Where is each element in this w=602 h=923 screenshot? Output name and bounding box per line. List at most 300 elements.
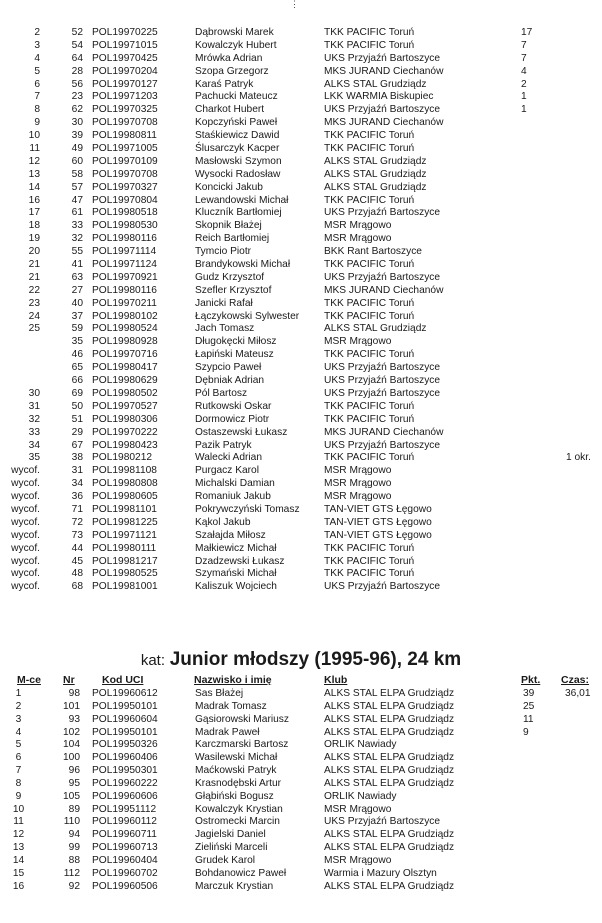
cell-name: Maćkowski Patryk [195,765,277,777]
table-row [0,233,602,246]
cell-points: 1 [521,104,527,116]
cell-club: ALKS STAL ELPA Grudziądz [324,880,455,892]
cell-uci-code: POL19970109 [92,155,158,167]
cell-club: ALKS STAL ELPA Grudziądz [324,777,455,789]
cell-name: Szypcio Paweł [195,362,262,374]
cell-name: Szopa Grzegorz [195,65,269,77]
cell-position: wycof. [11,491,40,503]
cell-name: Dąbrowski Marek [195,27,274,38]
cell-name: Kowalczyk Hubert [195,39,277,51]
cell-name: Kopczyński Paweł [195,117,278,129]
cell-position: 22 [28,284,40,296]
cell-position: 35 [28,452,40,464]
table-row [0,829,602,842]
cell-uci-code: POL19970804 [92,194,158,206]
cell-uci-code: POL19981225 [92,516,158,528]
cell-name: Małkiewicz Michał [195,542,277,554]
table-row [0,765,602,778]
cell-uci-code: POL19980518 [92,207,158,219]
cell-number: 112 [63,867,80,879]
cell-uci-code: POL19980417 [92,362,158,374]
cell-number: 41 [71,259,83,271]
cell-name: Łapiński Mateusz [195,349,274,361]
table-row [0,478,602,491]
cell-uci-code: POL19980116 [92,284,157,296]
cell-position: 9 [15,790,22,802]
cell-points: 4 [521,65,527,77]
cell-club: UKS Przyjaźń Bartoszyce [324,387,441,399]
cell-number: 62 [71,104,83,116]
cell-position: wycof. [11,503,40,515]
cell-uci-code: POL19980605 [92,491,158,503]
table-row [0,855,602,868]
cell-name: Ostaszewski Łukasz [195,426,288,438]
category-name: Junior młodszy (1995-96), 24 km [169,649,462,670]
cell-uci-code: POL19970327 [92,181,158,193]
cell-club: UKS Przyjaźń Bartoszyce [324,816,441,828]
cell-position: 5 [15,739,22,751]
cell-number: 45 [71,555,83,567]
cell-name: Jach Tomasz [195,323,255,335]
cell-uci-code: POL19981001 [92,581,158,593]
cell-uci-code: POL19960713 [92,842,158,854]
cell-position: 14 [28,181,40,193]
cell-club: TKK PACIFIC Toruń [324,413,415,425]
cell-uci-code: POL19971114 [92,246,157,258]
table-row [0,362,602,375]
table-row [0,791,602,804]
cell-position: 10 [28,130,40,142]
table-row [0,530,602,543]
cell-uci-code: POL19971015 [92,39,158,51]
cell-number: 50 [71,400,83,412]
cell-name: Dzadzewski Łukasz [195,555,285,567]
cell-name: Dębniak Adrian [195,375,265,387]
cell-points: 39 [523,688,535,699]
cell-name: Madrak Tomasz [195,700,267,712]
header-uci-code: Kod UCI [102,674,144,686]
cell-club: ALKS STAL ELPA Grudziądz [324,752,455,764]
cell-position: 32 [28,413,40,425]
cell-number: 94 [68,829,80,841]
cell-number: 33 [71,220,83,232]
cell-club: ALKS STAL Grudziądz [324,78,427,90]
cell-position: 16 [12,880,25,892]
cell-club: UKS Przyjaźń Bartoszyce [324,581,441,593]
table-row [0,881,602,894]
table-row [0,272,602,285]
cell-name: Sas Błażej [195,688,244,699]
cell-club: MSR Mrągowo [324,233,392,245]
cell-position: 21 [28,271,40,283]
cell-uci-code: POL19960404 [92,854,158,866]
cell-name: Rutkowski Oskar [195,400,272,412]
cell-club: ALKS STAL Grudziądz [324,168,427,180]
cell-number: 72 [71,516,83,528]
cell-number: 73 [71,529,83,541]
cell-club: UKS Przyjaźń Bartoszyce [324,104,441,116]
cell-uci-code: POL19950101 [92,726,158,738]
cell-number: 46 [71,349,83,361]
cell-uci-code: POL19950101 [92,700,158,712]
table-row [0,91,602,104]
cell-club: UKS Przyjaźń Bartoszyce [324,271,441,283]
table-row [0,246,602,259]
cell-name: Staśkiewicz Dawid [195,130,280,142]
table-row [0,568,602,581]
cell-uci-code: POL19970204 [92,65,158,77]
cell-name: Krasnodębski Artur [195,777,282,789]
cell-uci-code: POL19960702 [92,867,158,879]
cell-club: LKK WARMIA Biskupiec [324,91,434,103]
cell-name: Charkot Hubert [195,104,265,116]
header-number: Nr [63,674,75,686]
cell-number: 60 [71,155,83,167]
cell-club: MSR Mrągowo [324,465,392,477]
cell-club: TKK PACIFIC Toruń [324,297,415,309]
cell-position: 11 [13,816,24,828]
cell-number: 100 [63,752,80,764]
table-row [0,556,602,569]
cell-club: ALKS STAL Grudziądz [324,155,427,167]
cell-club: BKK Rant Bartoszyce [324,246,422,258]
cell-note: 1 okr. [566,452,591,464]
cell-club: ALKS STAL ELPA Grudziądz [324,829,455,841]
cell-position: 8 [34,104,40,116]
cell-uci-code: POL19980808 [92,478,158,490]
cell-club: ALKS STAL Grudziądz [324,181,427,193]
cell-name: Skopnik Błażej [195,220,262,232]
cell-position: 12 [28,155,40,167]
table-row [0,727,602,740]
cell-club: MSR Mrągowo [324,220,392,232]
cell-name: Lewandowski Michał [195,194,289,206]
cell-position: 20 [28,246,40,258]
cell-number: 64 [71,52,83,64]
cell-name: Szefler Krzysztof [195,284,272,296]
cell-name: Pokrywczyński Tomasz [195,503,300,515]
cell-position: 13 [12,842,25,854]
cell-club: MSR Mrągowo [324,854,392,866]
table-row [0,285,602,298]
cell-number: 99 [68,842,80,854]
cell-position: 2 [34,27,40,38]
cell-club: TKK PACIFIC Toruń [324,130,415,142]
cell-uci-code: POL19960606 [92,790,158,802]
cell-club: TKK PACIFIC Toruń [324,568,415,580]
cell-number: 36 [71,491,83,503]
cell-position: 31 [28,400,40,412]
table-row [0,323,602,336]
cell-position: 16 [28,194,40,206]
cell-name: Głąbiński Bogusz [195,790,274,802]
table-row [0,336,602,349]
top-mark: ⋮ [290,0,299,10]
cell-number: 34 [71,478,83,490]
cell-time: 36,01 [565,688,591,699]
cell-number: 67 [71,439,83,451]
cell-name: Romaniuk Jakub [195,491,271,503]
cell-name: Marczuk Krystian [195,880,274,892]
cell-position: 4 [34,52,40,64]
cell-number: 44 [71,542,83,554]
cell-uci-code: POL19970708 [92,168,158,180]
cell-number: 56 [71,78,83,90]
cell-uci-code: POL19980116 [92,233,157,245]
cell-position: 2 [15,700,22,712]
table-row [0,311,602,324]
cell-position: 11 [29,143,40,155]
cell-name: Ostromecki Marcin [195,816,280,828]
cell-name: Kowalczyk Krystian [195,803,283,815]
results-table-junior [0,688,602,894]
cell-position: wycof. [11,516,40,528]
cell-number: 57 [71,181,83,193]
table-row [0,79,602,92]
cell-name: Dormowicz Piotr [195,413,270,425]
table-row [0,842,602,855]
cell-uci-code: POL19980530 [92,220,158,232]
cell-position: 30 [28,387,40,399]
cell-uci-code: POL19981101 [92,503,157,515]
cell-uci-code: POL19971124 [92,259,157,271]
table-row [0,207,602,220]
cell-uci-code: POL19970708 [92,117,158,129]
cell-club: ORLIK Nawiady [324,790,397,802]
cell-number: 37 [71,310,83,322]
cell-club: TKK PACIFIC Toruń [324,194,415,206]
cell-club: UKS Przyjaźń Bartoszyce [324,439,441,451]
cell-uci-code: POL19980524 [92,323,158,335]
results-table-previous [0,27,602,594]
cell-uci-code: POL19970921 [92,271,158,283]
cell-uci-code: POL19960612 [92,688,158,699]
cell-uci-code: POL19980525 [92,568,158,580]
cell-name: Szałajda Miłosz [195,529,266,541]
cell-number: 54 [71,39,83,51]
cell-uci-code: POL19981108 [92,465,157,477]
cell-club: ALKS STAL ELPA Grudziądz [324,842,455,854]
cell-number: 51 [71,413,83,425]
cell-uci-code: POL19971005 [92,143,158,155]
cell-position: 12 [12,829,25,841]
cell-uci-code: POL19970325 [92,104,158,116]
cell-number: 104 [63,739,80,751]
cell-name: Koncicki Jakub [195,181,263,193]
cell-number: 105 [63,790,80,802]
cell-position: 13 [28,168,40,180]
cell-name: Mrówka Adrian [195,52,263,64]
table-row [0,182,602,195]
cell-position: wycof. [11,581,40,593]
cell-club: TKK PACIFIC Toruń [324,310,415,322]
table-row [0,701,602,714]
cell-position: 15 [12,867,25,879]
cell-number: 39 [71,130,83,142]
table-row [0,452,602,465]
cell-number: 30 [71,117,83,129]
cell-position: 6 [34,78,40,90]
cell-uci-code: POL1980212 [92,452,153,464]
cell-name: Pazik Patryk [195,439,252,451]
cell-club: TAN-VIET GTS Łęgowo [324,503,432,515]
cell-uci-code: POL19950326 [92,739,158,751]
cell-position: 17 [28,207,40,219]
cell-position: 5 [34,65,40,77]
table-row [0,739,602,752]
cell-name: Jagielski Daniel [195,829,266,841]
cell-position: 7 [15,765,22,777]
cell-club: MSR Mrągowo [324,478,392,490]
cell-club: ALKS STAL ELPA Grudziądz [324,713,455,725]
cell-uci-code: POL19960604 [92,713,158,725]
cell-club: MSR Mrągowo [324,336,392,348]
cell-club: ORLIK Nawiady [324,739,397,751]
table-row [0,816,602,829]
cell-name: Bohdanowicz Paweł [195,867,287,879]
cell-club: Warmia i Mazury Olsztyn [324,867,437,879]
cell-uci-code: POL19970225 [92,27,158,38]
table-row [0,375,602,388]
cell-name: Purgacz Karol [195,465,259,477]
cell-position: 21 [28,259,40,271]
cell-position: 19 [28,233,40,245]
table-row [0,130,602,143]
cell-uci-code: POL19980629 [92,375,158,387]
header-name: Nazwisko i imię [194,674,272,686]
category-prefix: kat: [140,652,165,669]
table-row [0,143,602,156]
cell-name: Madrak Paweł [195,726,260,738]
table-row [0,401,602,414]
cell-number: 65 [71,362,83,374]
table-row [0,491,602,504]
cell-name: Walecki Adrian [195,452,262,464]
cell-position: wycof. [11,568,40,580]
cell-club: MSR Mrągowo [324,491,392,503]
cell-name: Gudz Krzysztof [195,271,265,283]
cell-club: TKK PACIFIC Toruń [324,400,415,412]
cell-uci-code: POL19970222 [92,426,158,438]
header-points: Pkt. [521,674,541,686]
cell-position: 8 [15,777,22,789]
cell-number: 58 [71,168,83,180]
cell-name: Masłowski Szymon [195,155,282,167]
cell-name: Szymański Michał [195,568,277,580]
cell-club: ALKS STAL Grudziądz [324,323,427,335]
cell-name: Karaś Patryk [195,78,254,90]
cell-number: 71 [71,503,83,515]
cell-number: 66 [71,375,83,387]
cell-number: 52 [71,27,83,38]
cell-uci-code: POL19960506 [92,880,158,892]
cell-number: 89 [68,803,80,815]
table-row [0,714,602,727]
cell-name: Michalski Damian [195,478,275,490]
table-row [0,427,602,440]
cell-position: wycof. [11,465,40,477]
cell-number: 63 [71,271,83,283]
table-row [0,504,602,517]
cell-club: UKS Przyjaźń Bartoszyce [324,362,441,374]
cell-name: Wysocki Radosław [195,168,281,180]
cell-name: Tymcio Piotr [195,246,252,258]
cell-number: 29 [71,426,83,438]
table-row [0,220,602,233]
table-row [0,40,602,53]
cell-name: Gąsiorowski Mariusz [195,713,289,725]
cell-position: 33 [28,426,40,438]
table-row [0,195,602,208]
cell-club: ALKS STAL ELPA Grudziądz [324,688,455,699]
cell-number: 35 [71,336,83,348]
cell-club: ALKS STAL ELPA Grudziądz [324,700,455,712]
cell-name: Pachucki Mateucz [195,91,278,103]
cell-number: 98 [68,688,80,699]
cell-club: MSR Mrągowo [324,803,392,815]
table-row [0,804,602,817]
cell-name: Pól Bartosz [195,387,248,399]
cell-club: UKS Przyjaźń Bartoszyce [324,375,441,387]
table-row [0,117,602,130]
cell-name: Kluczník Bartłomiej [195,207,282,219]
cell-uci-code: POL19980423 [92,439,158,451]
cell-name: Grudek Karol [195,854,256,866]
cell-uci-code: POL19970527 [92,400,158,412]
table-row [0,778,602,791]
cell-uci-code: POL19970425 [92,52,158,64]
cell-name: Karczmarski Bartosz [195,739,289,751]
cell-points: 17 [521,27,533,38]
cell-club: TKK PACIFIC Toruń [324,555,415,567]
cell-club: TKK PACIFIC Toruń [324,39,415,51]
cell-number: 68 [71,581,83,593]
cell-club: ALKS STAL ELPA Grudziądz [324,765,455,777]
cell-position: 7 [34,91,40,103]
cell-uci-code: POL19970127 [92,78,158,90]
cell-points: 25 [523,700,535,712]
cell-points: 7 [521,52,527,64]
cell-number: 101 [63,700,80,712]
cell-number: 47 [71,194,83,206]
cell-number: 32 [71,233,83,245]
table-row [0,298,602,311]
cell-uci-code: POL19960222 [92,777,158,789]
results-table-header [0,673,602,687]
cell-number: 28 [71,65,83,77]
cell-position: 25 [28,323,40,335]
cell-number: 95 [68,777,80,789]
cell-name: Wasilewski Michał [195,752,278,764]
cell-club: TKK PACIFIC Toruń [324,27,415,38]
cell-club: TKK PACIFIC Toruń [324,259,415,271]
cell-number: 27 [71,284,83,296]
header-club: Klub [324,674,348,686]
cell-uci-code: POL19970716 [92,349,158,361]
cell-number: 49 [71,143,83,155]
cell-position: 3 [34,39,40,51]
cell-number: 55 [71,246,83,258]
cell-points: 11 [523,713,534,725]
cell-points: 2 [521,78,527,90]
cell-club: MKS JURAND Ciechanów [324,117,444,129]
cell-uci-code: POL19971121 [92,529,157,541]
cell-position: 6 [15,752,22,764]
cell-uci-code: POL19950301 [92,765,158,777]
table-row [0,388,602,401]
cell-name: Kąkol Jakub [195,516,251,528]
cell-name: Zieliński Marceli [195,842,268,854]
